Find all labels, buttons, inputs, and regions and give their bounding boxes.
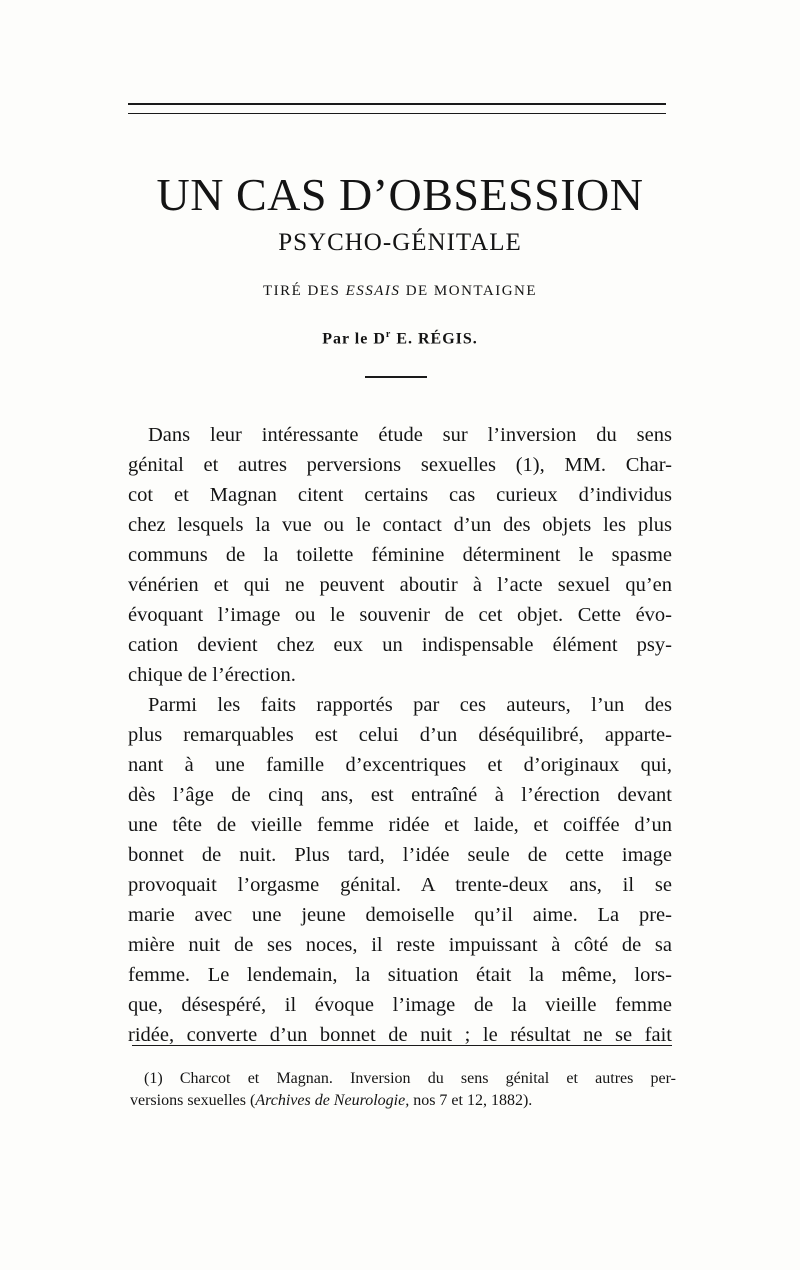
source-prefix: TIRÉ DES	[262, 283, 341, 299]
footnote-journal: Archives de Neurologie,	[255, 1092, 410, 1109]
source-suffix: DE MONTAIGNE	[405, 283, 538, 299]
body-line: chez lesquels la vue ou le contact d’un des objets les plus	[128, 514, 672, 536]
article-body	[128, 420, 672, 1050]
body-line: bonnet de nuit. Plus tard, l’idée seule de cette image	[128, 844, 672, 866]
article-title: UN CAS D’OBSESSION	[156, 169, 644, 220]
body-line: marie avec une jeune demoiselle qu’il aime. La pre-	[128, 904, 672, 926]
body-line: que, désespéré, il évoque l’image de la vieille femme	[128, 994, 672, 1016]
body-line: une tête de vieille femme ridée et laide, et coiffée d’un	[128, 814, 672, 836]
footnote-line	[130, 1090, 676, 1112]
body-line: mière nuit de ses noces, il reste impuissant à côté de sa	[128, 934, 672, 956]
body-line: Parmi les faits rapportés par ces auteurs, l’un des	[148, 694, 672, 716]
body-line: femme. Le lendemain, la situation était la même, lors-	[128, 964, 672, 986]
body-line: dès l’âge de cinq ans, est entraîné à l’érection devant	[128, 784, 672, 806]
footnote-line2-prefix: versions sexuelles (	[130, 1092, 256, 1109]
source-work: ESSAIS	[345, 283, 401, 299]
author-name: E. RÉGIS.	[396, 330, 478, 348]
body-line: cation devient chez eux un indispensable élément psy-	[128, 634, 672, 656]
author-prefix: Par le D	[322, 330, 386, 348]
body-line: vénérien et qui ne peuvent aboutir à l’acte sexuel qu’en	[128, 574, 672, 596]
body-line: ridée, converte d’un bonnet de nuit ; le résultat ne se fait	[128, 1024, 672, 1046]
header-rule-thick	[128, 103, 666, 105]
body-line: chique de l’érection.	[128, 664, 296, 686]
body-line: Dans leur intéressante étude sur l’inversion du sens	[148, 424, 672, 446]
body-line: communs de la toilette féminine déterminent le spasme	[128, 544, 672, 566]
author-title-sup: r	[385, 329, 392, 340]
footnote-rule	[132, 1045, 672, 1046]
body-line: nant à une famille d’excentriques et d’originaux qui,	[128, 754, 672, 776]
footnote-line: (1) Charcot et Magnan. Inversion du sens génital et autres per-	[144, 1070, 676, 1087]
body-line: évoquant l’image ou le souvenir de cet objet. Cette évo-	[128, 604, 672, 626]
article-source	[0, 284, 800, 299]
title-separator	[365, 376, 427, 378]
article-author	[0, 330, 800, 347]
article-subtitle: PSYCHO-GÉNITALE	[278, 229, 522, 256]
body-line: provoquait l’orgasme génital. A trente-deux ans, il se	[128, 874, 672, 896]
body-line: génital et autres perversions sexuelles (1), MM. Char-	[128, 454, 672, 476]
footnote	[130, 1068, 676, 1112]
footnote-line2-suffix: nos 7 et 12, 1882).	[409, 1092, 533, 1109]
body-line: plus remarquables est celui d’un déséquilibré, apparte-	[128, 724, 672, 746]
body-line: cot et Magnan citent certains cas curieux d’individus	[128, 484, 672, 506]
header-rule-thin	[128, 113, 666, 114]
